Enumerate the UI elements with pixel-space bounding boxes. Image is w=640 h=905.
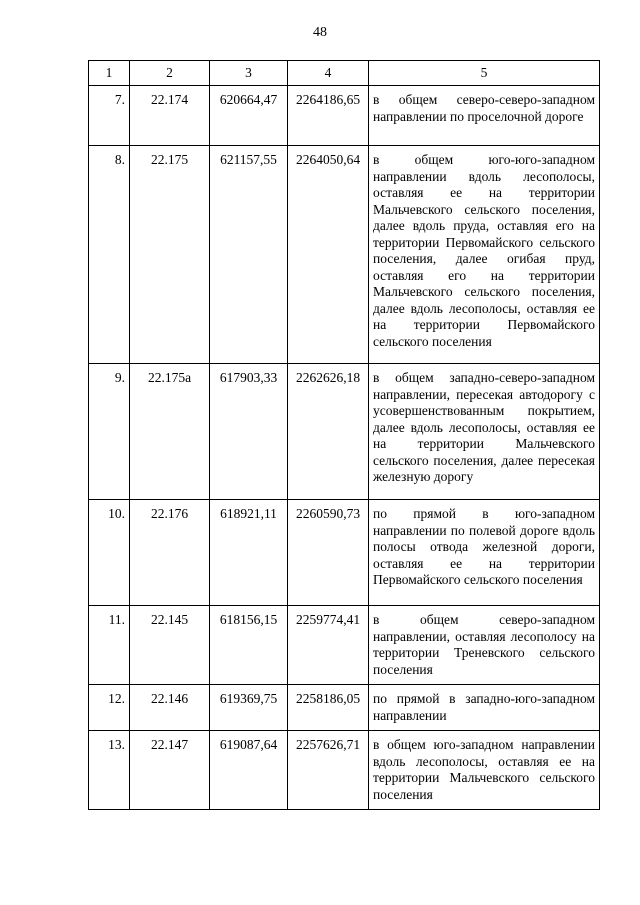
column-header: 4 — [288, 61, 369, 86]
coordinate-x: 620664,47 — [210, 86, 288, 146]
table-row — [89, 364, 600, 500]
boundary-description: в общем северо-северо-западном направлении по проселочной дороге — [369, 86, 600, 146]
coordinate-y: 2257626,71 — [288, 731, 369, 810]
coordinate-x: 617903,33 — [210, 364, 288, 500]
table-row — [89, 731, 600, 810]
point-id: 22.146 — [130, 685, 210, 731]
column-header: 5 — [369, 61, 600, 86]
boundary-description: по прямой в юго-западном направлении по полевой дороге вдоль полосы отвода железной дороги, оставляя ее на территории Первомайского сельского поселения — [369, 500, 600, 606]
row-number: 12. — [89, 685, 130, 731]
point-id: 22.174 — [130, 86, 210, 146]
coordinate-y: 2259774,41 — [288, 606, 369, 685]
table-row — [89, 86, 600, 146]
header-row — [89, 61, 600, 86]
coordinate-y: 2258186,05 — [288, 685, 369, 731]
row-number: 10. — [89, 500, 130, 606]
boundary-description: в общем западно-северо-западном направлении, пересекая автодорогу с усовершенствованным покрытием, далее вдоль лесополосы, оставляя ее на территории Мальчевского сельского поселения, далее пересекая железную дорогу — [369, 364, 600, 500]
coordinate-x: 619369,75 — [210, 685, 288, 731]
column-header: 3 — [210, 61, 288, 86]
boundary-description: в общем юго-юго-западном направлении вдоль лесополосы, оставляя ее на территории Мальчевского сельского поселения, далее вдоль пруда, оставляя его на территории Первомайского сельского поселения, далее огибая пруд, оставляя его на территории Мальчевского сельского поселения, далее вдоль лесополосы, оставляя ее на территории Первомайского сельского поселения — [369, 146, 600, 364]
row-number: 9. — [89, 364, 130, 500]
table-row — [89, 500, 600, 606]
boundary-description: по прямой в западно-юго-западном направлении — [369, 685, 600, 731]
table-row — [89, 606, 600, 685]
coordinate-x: 621157,55 — [210, 146, 288, 364]
coordinate-x: 618921,11 — [210, 500, 288, 606]
table-row — [89, 146, 600, 364]
page-number: 48 — [313, 25, 327, 40]
point-id: 22.175 — [130, 146, 210, 364]
row-number: 7. — [89, 86, 130, 146]
coordinate-x: 619087,64 — [210, 731, 288, 810]
boundary-description: в общем юго-западном направлении вдоль лесополосы, оставляя ее на территории Мальчевского сельского поселения — [369, 731, 600, 810]
boundary-points-table — [88, 60, 600, 810]
coordinate-y: 2264050,64 — [288, 146, 369, 364]
column-header: 2 — [130, 61, 210, 86]
coordinate-x: 618156,15 — [210, 606, 288, 685]
boundary-description: в общем северо-западном направлении, оставляя лесополосу на территории Треневского сельского поселения — [369, 606, 600, 685]
row-number: 8. — [89, 146, 130, 364]
point-id: 22.147 — [130, 731, 210, 810]
row-number: 11. — [89, 606, 130, 685]
point-id: 22.176 — [130, 500, 210, 606]
coordinate-y: 2264186,65 — [288, 86, 369, 146]
coordinate-y: 2262626,18 — [288, 364, 369, 500]
point-id: 22.145 — [130, 606, 210, 685]
row-number: 13. — [89, 731, 130, 810]
point-id: 22.175а — [130, 364, 210, 500]
table-row — [89, 685, 600, 731]
coordinate-y: 2260590,73 — [288, 500, 369, 606]
column-header: 1 — [89, 61, 130, 86]
